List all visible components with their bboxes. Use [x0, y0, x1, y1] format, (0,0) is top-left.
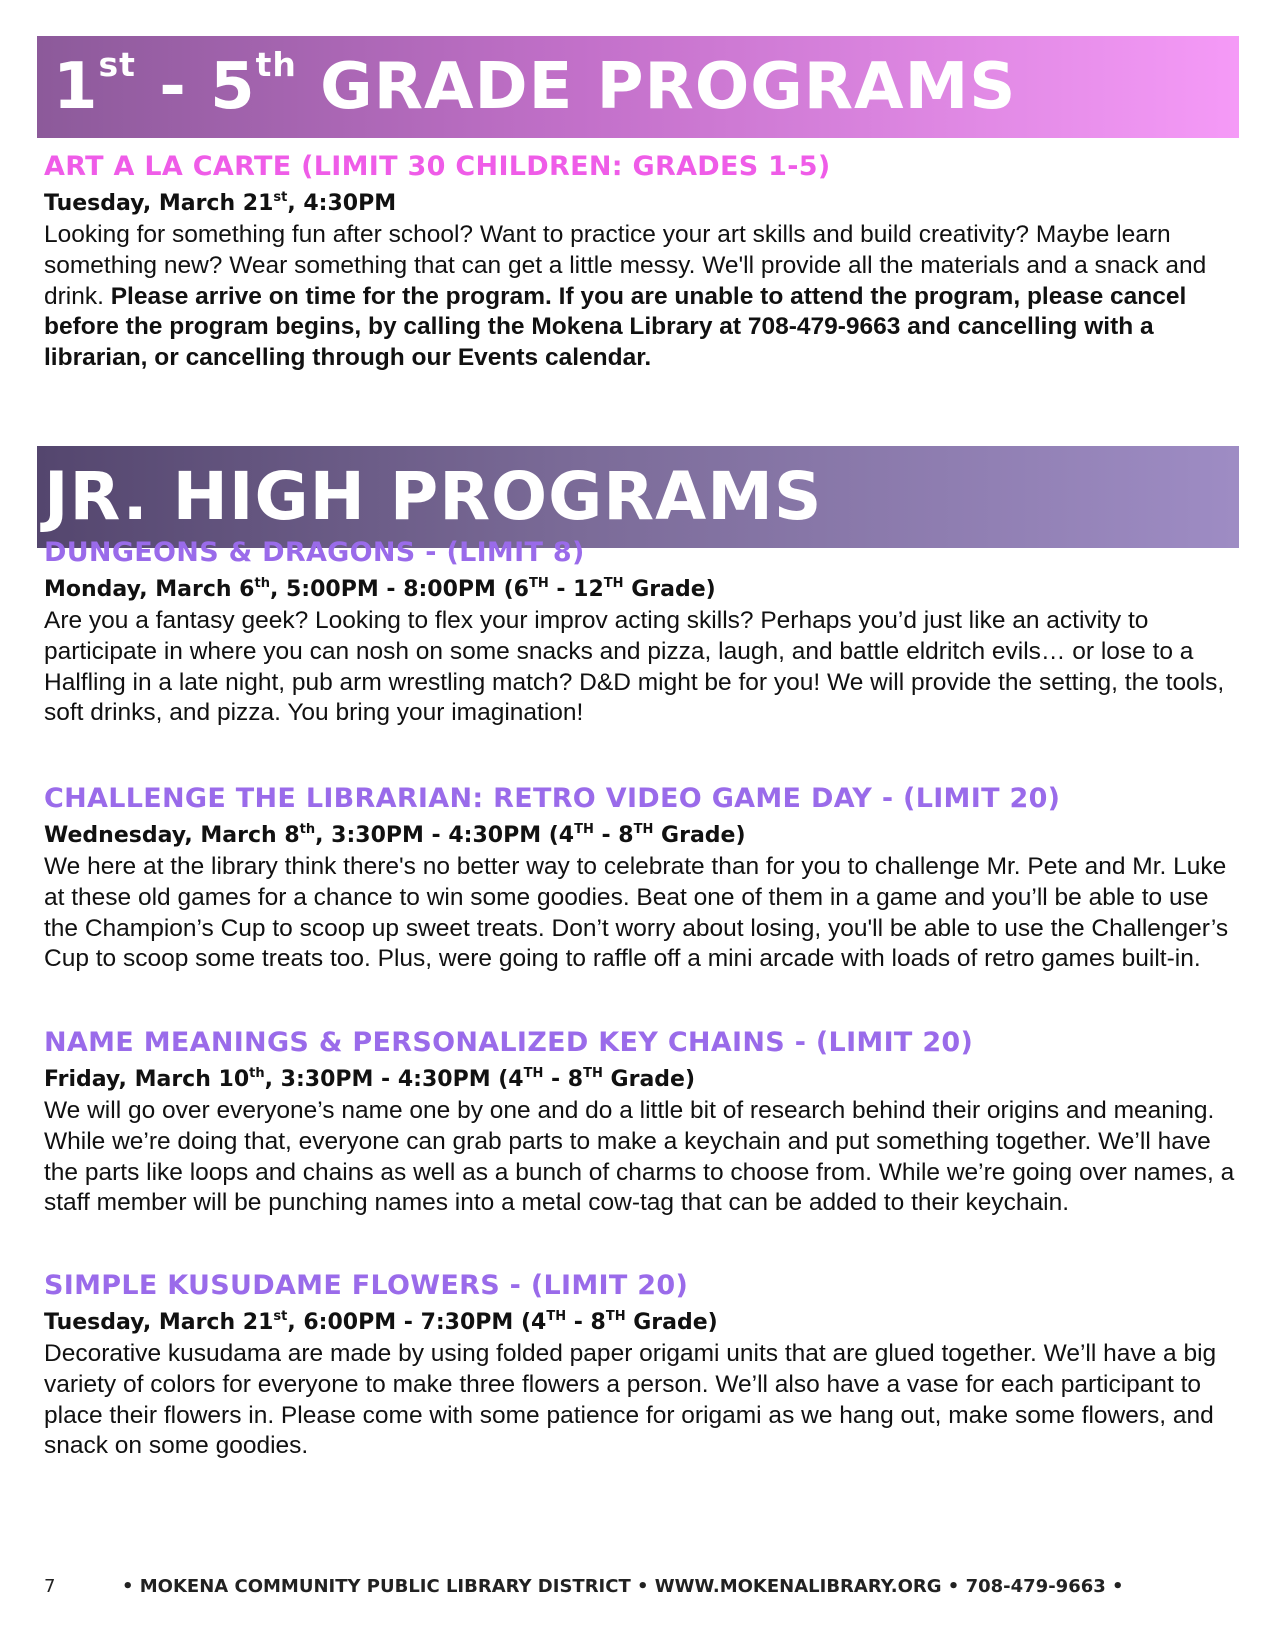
program-description: [44, 220, 1239, 374]
datetime-suffix: st: [273, 190, 288, 205]
datetime-suffix: th: [254, 576, 270, 591]
datetime-part: - 8: [593, 823, 634, 848]
program-title: DUNGEONS & DRAGONS - (LIMIT 8): [44, 537, 585, 568]
program-title: ART A LA CARTE (LIMIT 30 CHILDREN: GRADES 1-5): [44, 151, 831, 182]
program-datetime: [44, 575, 1239, 605]
datetime-suffix: th: [299, 822, 316, 837]
datetime-suffix: TH: [574, 822, 594, 837]
program-datetime: [44, 189, 1239, 219]
program-dungeons-dragons: [44, 535, 1239, 729]
program-title: CHALLENGE THE LIBRARIAN: RETRO VIDEO GAME DAY - (LIMIT 20): [44, 783, 1061, 814]
datetime-part: Wednesday, March 8: [44, 823, 300, 848]
datetime-part: , 3:30PM - 4:30PM (4: [264, 1067, 524, 1092]
page-footer: [44, 1576, 1239, 1597]
program-datetime: [44, 821, 1239, 851]
program-kusudame-flowers: [44, 1268, 1239, 1462]
program-description: We here at the library think there's no better way to celebrate than for you to challenge Mr. Pete and Mr. Luke at these old games for a chance to win some goodies. Beat one of them in a game and you’ll be able to use the Champion’s Cup to scoop up sweet treats. Don’t worry about losing, you'll be able to use the Challenger’s Cup to scoop some treats too. Plus, were going to raffle off a mini arcade with loads of retro games built-in.: [44, 853, 1229, 973]
datetime-suffix: TH: [633, 822, 654, 837]
description-bold-text: Please arrive on time for the program. If you are unable to attend the program, please cancel before the program begins, by calling the Mokena Library at 708-479-9663 and cancelling with a librarian, or cancelling through our Events calendar.: [44, 282, 1187, 372]
datetime-suffix: TH: [605, 1309, 626, 1324]
description-text: Looking for something fun after school? Want to practice your art skills and build creativity? Maybe learn something new? Wear something that can get a little messy. We'll provide all the materials and a snack and drink.: [44, 221, 1207, 310]
banner-grade-title: GRADE PROGRAMS: [296, 50, 1017, 124]
program-title: NAME MEANINGS & PERSONALIZED KEY CHAINS - (LIMIT 20): [44, 1027, 974, 1058]
datetime-part: Friday, March 10: [44, 1067, 250, 1092]
datetime-part: Grade): [623, 577, 716, 602]
datetime-suffix: TH: [523, 1066, 544, 1081]
datetime-suffix: TH: [603, 576, 624, 591]
datetime-part: Grade): [653, 823, 746, 848]
program-description: We will go over everyone’s name one by one and do a little bit of research behind their origins and meaning. While we’re doing that, everyone can grab parts to make a keychain and put something together. We’ll have the parts like loops and chains as well as a bunch of charms to choose from. While we’re going over names, a staff member will be punching names into a metal cow-tag that can be added to their keychain.: [44, 1097, 1235, 1217]
datetime-part: - 12: [548, 577, 604, 602]
jr-high-banner: JR. HIGH PROGRAMS: [37, 446, 1239, 548]
program-description: Are you a fantasy geek? Looking to flex your improv acting skills? Perhaps you’d just like an activity to participate in where you can nosh on some snacks and pizza, laugh, and battle eldritch evils… or lose to a Halfling in a late night, pub arm wrestling match? D&D might be for you! We will provide the setting, the tools, soft drinks, and pizza. You bring your imagination!: [44, 607, 1225, 727]
datetime-part: , 4:30PM: [287, 191, 397, 216]
datetime-part: , 6:00PM - 7:30PM (4: [287, 1310, 547, 1335]
datetime-part: - 8: [543, 1067, 584, 1092]
program-art-a-la-carte: [44, 149, 1239, 374]
datetime-suffix: TH: [546, 1309, 567, 1324]
program-title: SIMPLE KUSUDAME FLOWERS - (LIMIT 20): [44, 1270, 689, 1301]
banner-grade-start-suffix: st: [98, 45, 136, 84]
datetime-part: Tuesday, March 21: [44, 1310, 274, 1335]
datetime-part: Monday, March 6: [44, 577, 255, 602]
datetime-part: Tuesday, March 21: [44, 191, 274, 216]
footer-library-info: • MOKENA COMMUNITY PUBLIC LIBRARY DISTRICT • WWW.MOKENALIBRARY.ORG • 708-479-9663 •: [122, 1576, 1124, 1597]
banner-grade-mid: - 5: [135, 50, 256, 124]
program-name-meanings: [44, 1025, 1239, 1219]
banner-grade-start: 1: [53, 50, 99, 124]
page-number: 7: [44, 1576, 56, 1597]
datetime-suffix: th: [249, 1066, 265, 1081]
datetime-part: , 5:00PM - 8:00PM (6: [269, 577, 529, 602]
program-description: Decorative kusudama are made by using folded paper origami units that are glued together. We’ll have a big variety of colors for everyone to make three flowers a person. We’ll also have a vase for each participant to place their flowers in. Please come with some patience for origami as we hang out, make some flowers, and snack on some goodies.: [44, 1340, 1217, 1460]
program-datetime: [44, 1065, 1239, 1095]
datetime-suffix: TH: [528, 576, 549, 591]
datetime-part: Grade): [602, 1067, 696, 1092]
program-datetime: [44, 1308, 1239, 1338]
grades-banner: [37, 36, 1239, 138]
datetime-part: , 3:30PM - 4:30PM (4: [315, 823, 575, 848]
banner-grade-end-suffix: th: [255, 45, 297, 84]
datetime-part: - 8: [566, 1310, 606, 1335]
program-retro-video-game-day: [44, 781, 1239, 975]
datetime-suffix: TH: [583, 1066, 603, 1081]
datetime-suffix: st: [273, 1309, 288, 1324]
datetime-part: Grade): [625, 1310, 718, 1335]
